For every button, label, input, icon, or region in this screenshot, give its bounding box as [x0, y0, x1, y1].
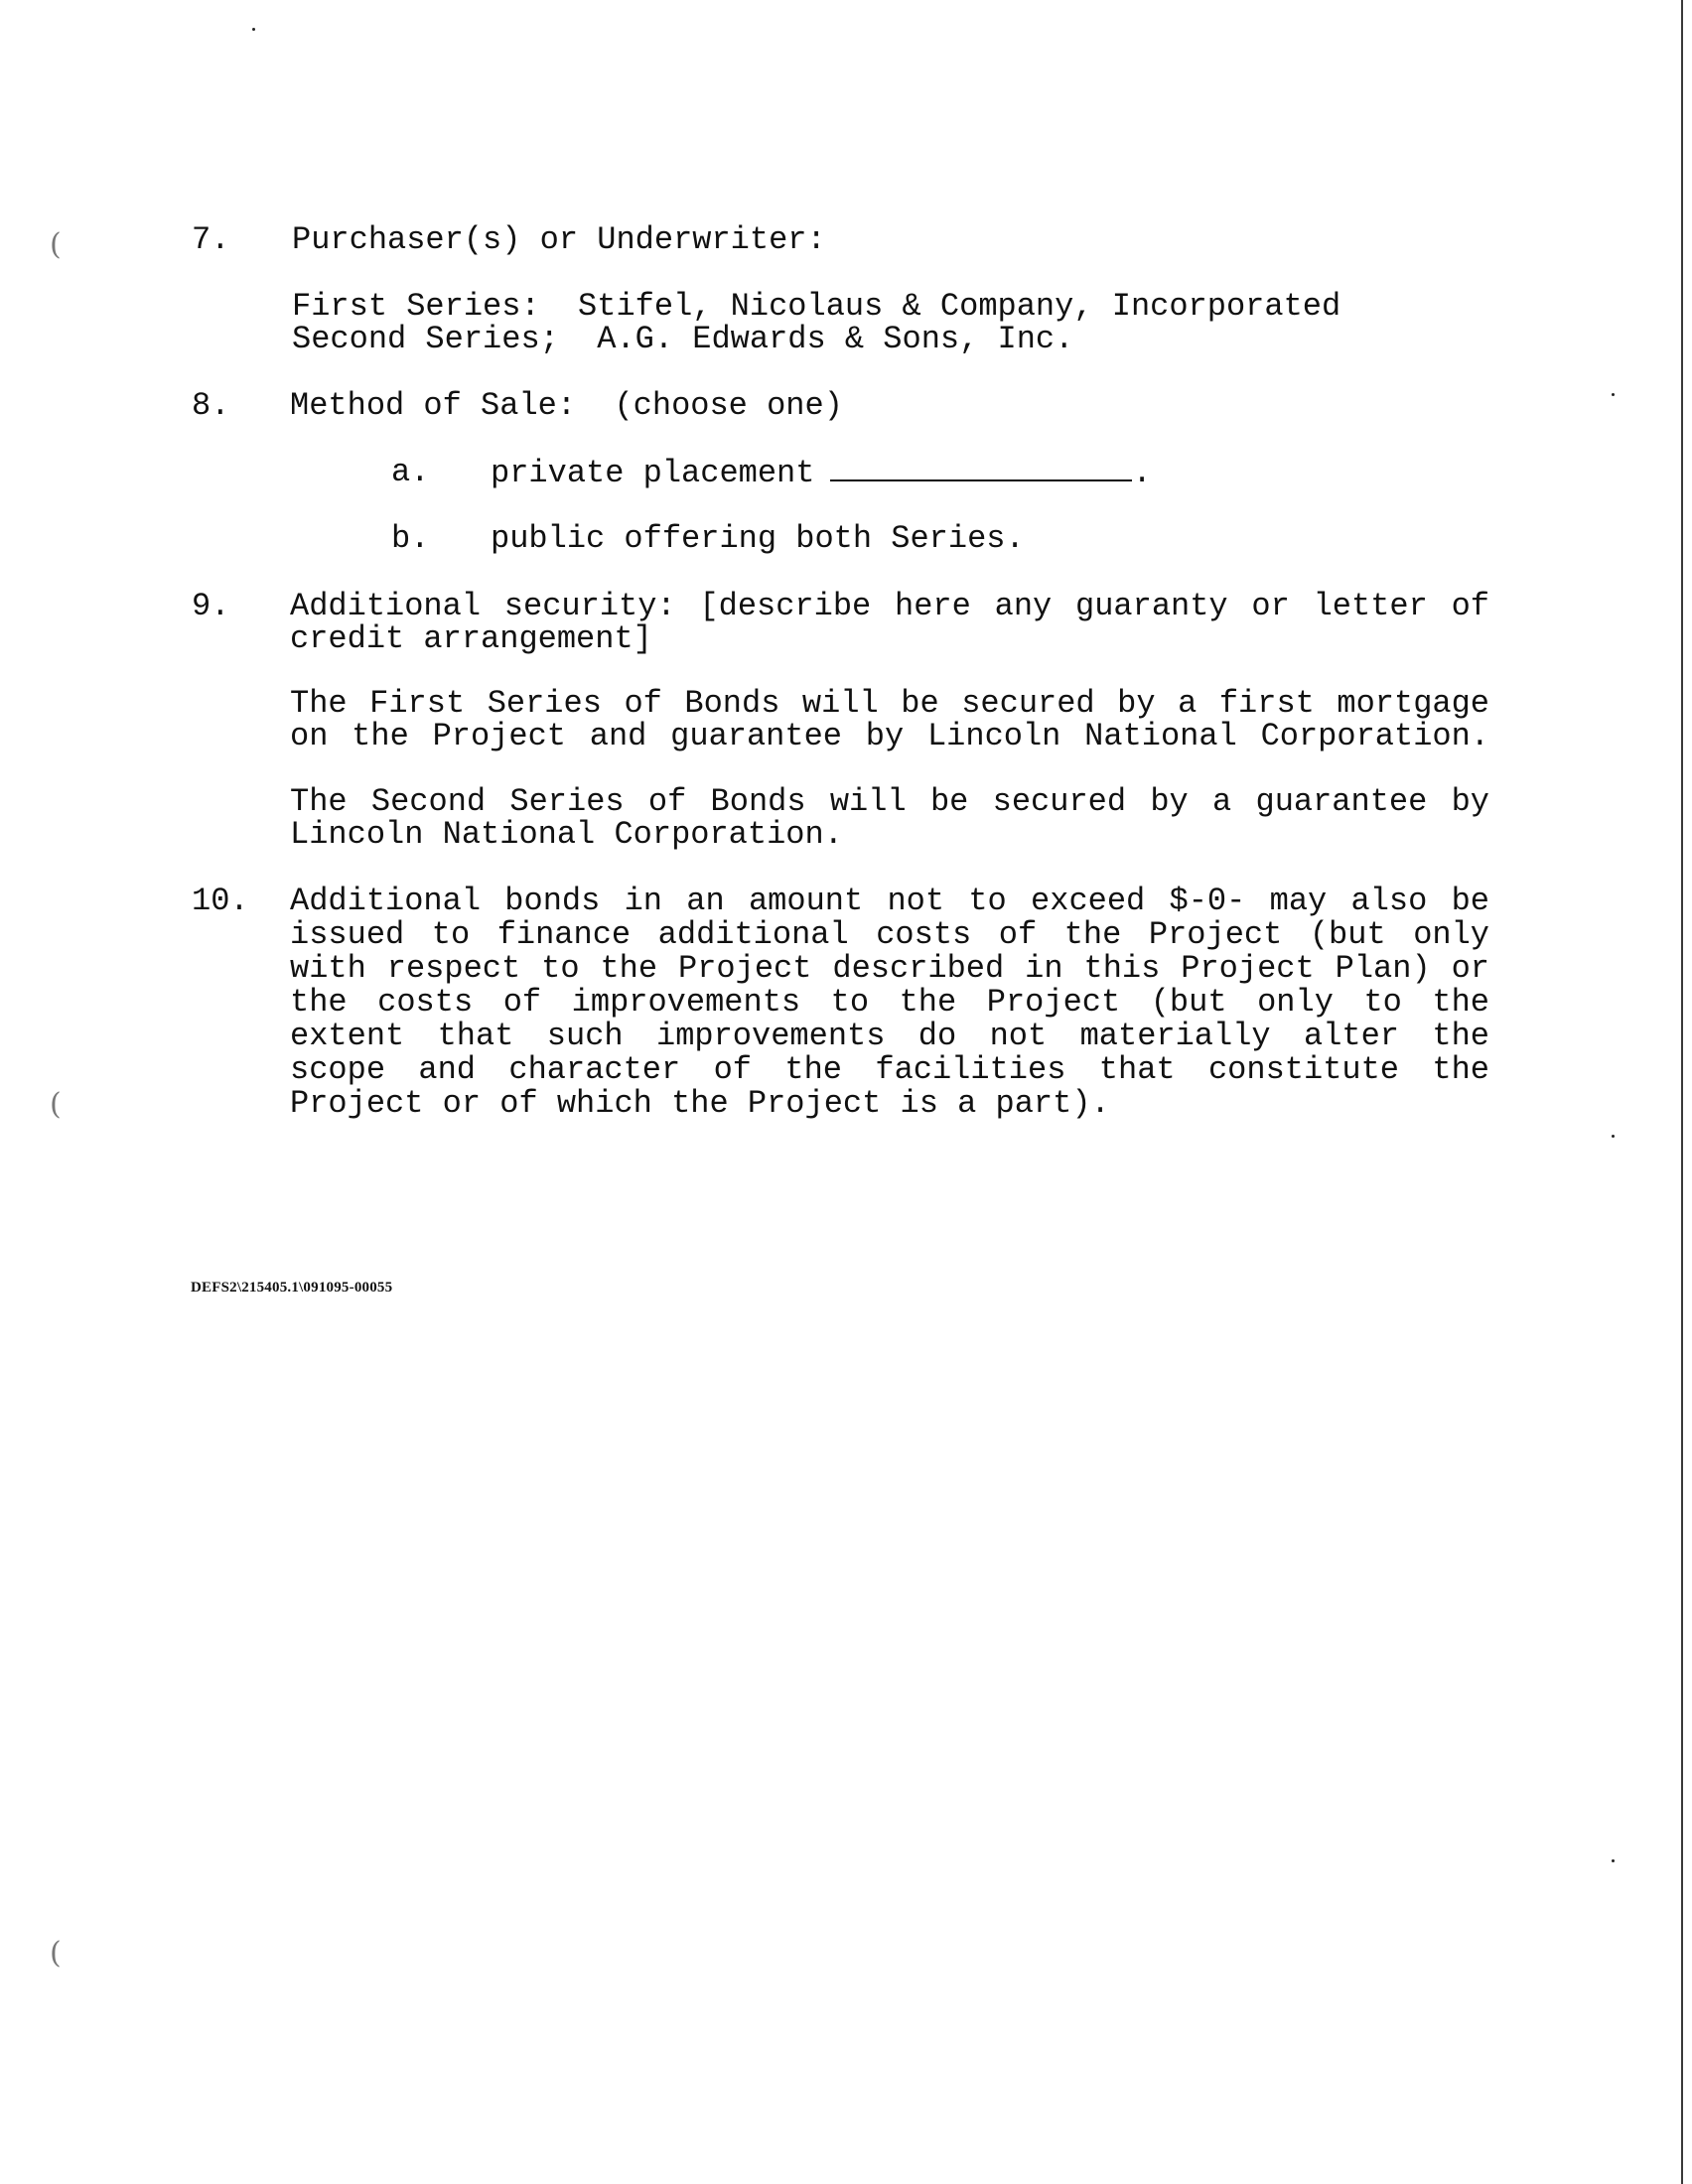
scan-mark: (	[50, 227, 62, 262]
item-9-para-1-line-1: The First Series of Bonds will be secured by a first mortgage	[290, 685, 1489, 722]
item-10-line-1: Additional bonds in an amount not to exceed $-0- may also be	[290, 883, 1489, 919]
item-9-para-2-line-2: Lincoln National Corporation.	[290, 816, 843, 853]
item-9-number: 9.	[192, 588, 230, 624]
item-10-line-7: Project or of which the Project is a part).	[290, 1085, 1110, 1122]
item-7-number: 7.	[192, 221, 230, 258]
document-id-footer: DEFS2\215405.1\091095-00055	[191, 1280, 393, 1296]
item-8-number: 8.	[192, 387, 230, 424]
scan-speck	[252, 28, 255, 31]
option-a-period: .	[1132, 455, 1152, 491]
option-a-text: private placement	[491, 455, 815, 491]
scan-speck	[1612, 1859, 1615, 1862]
item-10-number: 10.	[192, 883, 249, 919]
item-8-option-b-text: public offering both Series.	[491, 520, 1025, 557]
item-9-heading-line-1: Additional security: [describe here any guaranty or letter of	[290, 588, 1489, 624]
item-8-option-a-letter: a.	[391, 454, 430, 490]
item-10-line-4: the costs of improvements to the Project (but only to the	[290, 984, 1489, 1021]
scan-mark: (	[50, 1936, 62, 1971]
item-10-line-3: with respect to the Project described in this Project Plan) or	[290, 950, 1489, 987]
item-10-line-2: issued to finance additional costs of the Project (but only	[290, 916, 1489, 953]
item-8-option-a	[491, 456, 1152, 489]
item-9-heading-line-2: credit arrangement]	[290, 620, 652, 657]
item-7-second-series: Second Series; A.G. Edwards & Sons, Inc.	[292, 321, 1074, 357]
item-10-line-5: extent that such improvements do not materially alter the	[290, 1018, 1489, 1054]
item-7-first-series: First Series: Stifel, Nicolaus & Company, Incorporated	[292, 288, 1341, 325]
item-9-para-2-line-1: The Second Series of Bonds will be secured by a guarantee by	[290, 783, 1489, 820]
item-9-para-1-line-2: on the Project and guarantee by Lincoln National Corporation.	[290, 718, 1489, 754]
private-placement-blank	[830, 456, 1132, 481]
item-8-heading: Method of Sale: (choose one)	[290, 387, 843, 424]
item-7-heading: Purchaser(s) or Underwriter:	[292, 221, 826, 258]
scan-mark: (	[50, 1087, 62, 1122]
scan-speck	[1612, 1135, 1615, 1138]
scan-speck	[1612, 393, 1615, 396]
item-10-line-6: scope and character of the facilities that constitute the	[290, 1051, 1489, 1088]
scan-edge-line	[1681, 0, 1683, 2184]
item-8-option-b-letter: b.	[391, 520, 430, 557]
